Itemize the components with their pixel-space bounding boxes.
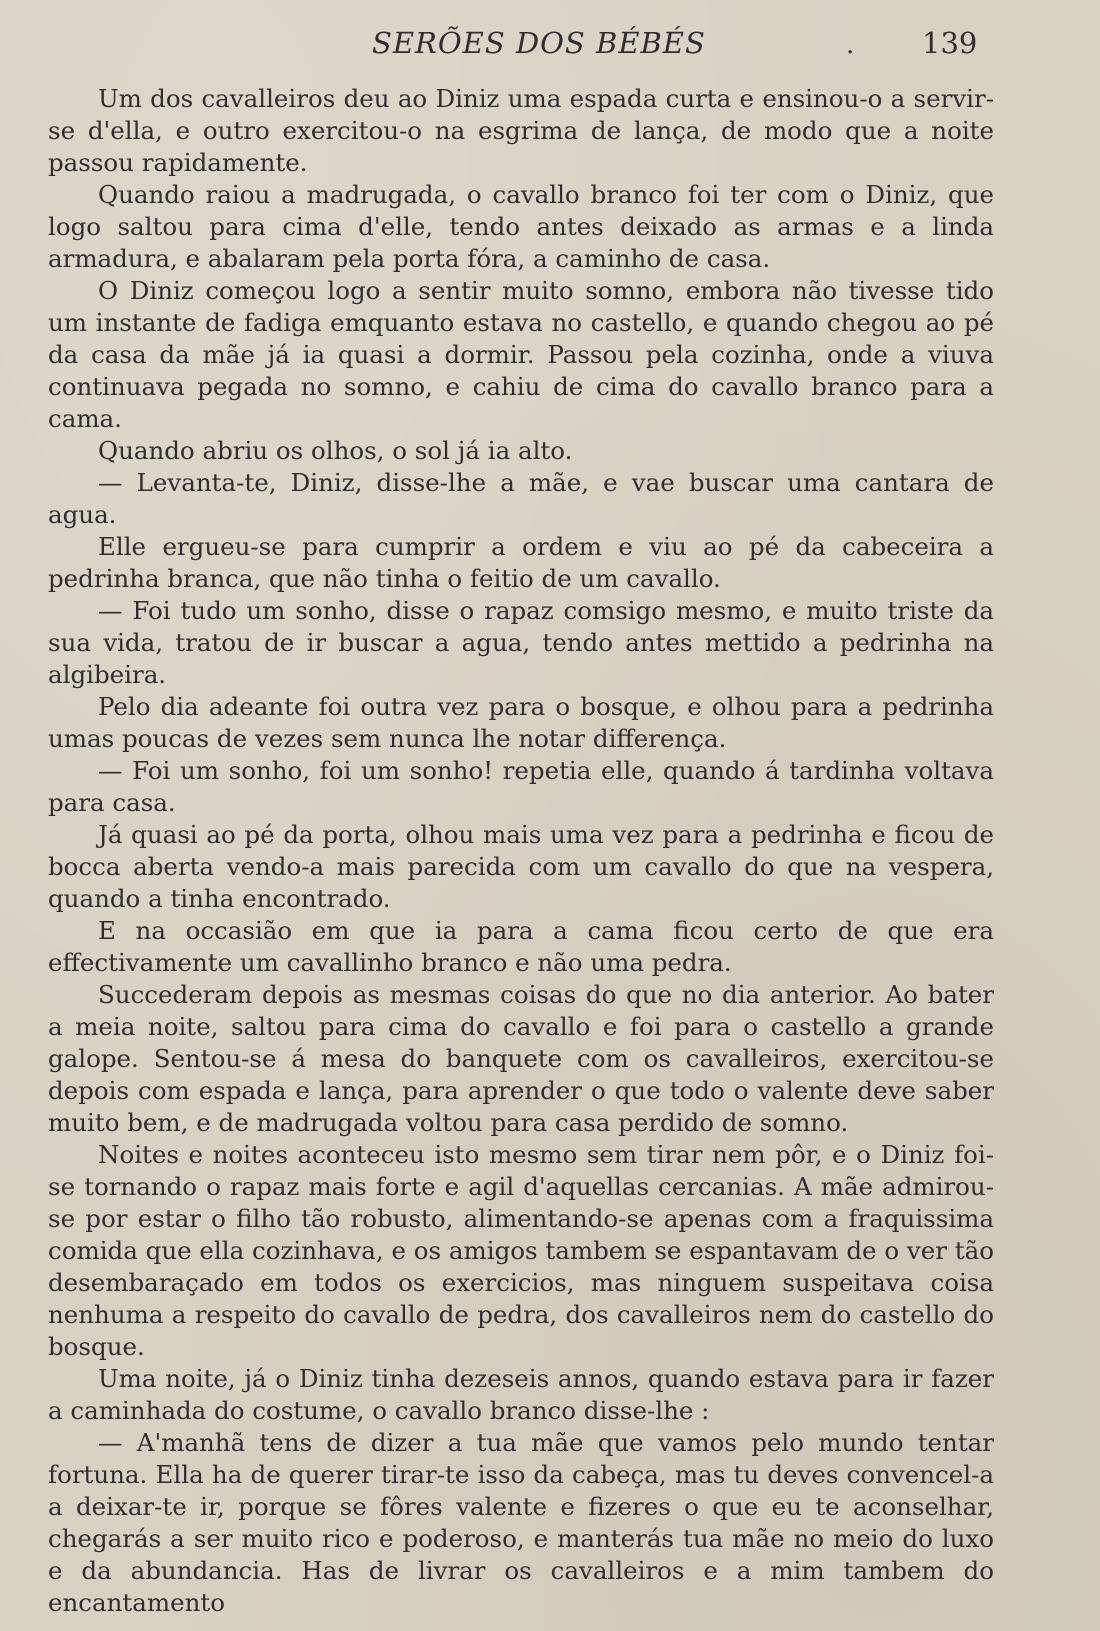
paragraph: Quando raiou a madrugada, o cavallo branco foi ter com o Diniz, que logo saltou para cima d'elle, tendo antes deixado as armas e a linda armadura, e abalaram pela porta fóra, a caminho de casa. xyxy=(48,180,994,273)
paragraph: Elle ergueu-se para cumprir a ordem e viu ao pé da cabeceira a pedrinha branca, que não tinha o feitio de um cavallo. xyxy=(48,532,994,593)
dialogue-paragraph: — A'manhã tens de dizer a tua mãe que vamos pelo mundo tentar fortuna. Ella ha de querer tirar-te isso da cabeça, mas tu deves convencel-a a deixar-te ir, porque se fôres valente e fizeres o que eu te aconselhar, chegarás a ser muito rico e poderoso, e manterás tua mãe no meio do luxo e da abundancia. Has de livrar os cavalleiros e a mim tambem do encantamento xyxy=(48,1428,994,1617)
paragraph: Uma noite, já o Diniz tinha dezeseis annos, quando estava para ir fazer a caminhada do costume, o cavallo branco disse-lhe : xyxy=(48,1364,994,1425)
paragraph: Pelo dia adeante foi outra vez para o bosque, e olhou para a pedrinha umas poucas de vezes sem nunca lhe notar differença. xyxy=(48,692,994,753)
paragraph: Quando abriu os olhos, o sol já ia alto. xyxy=(98,436,573,465)
paragraph: O Diniz começou logo a sentir muito somno, embora não tivesse tido um instante de fadiga emquanto estava no castello, e quando chegou ao pé da casa da mãe já ia quasi a dormir. Passou pela cozinha, onde a viuva continuava pegada no somno, e cahiu de cima do cavallo branco para a cama. xyxy=(48,276,994,433)
header-separator: . xyxy=(846,30,855,60)
dialogue-paragraph: — Foi um sonho, foi um sonho! repetia elle, quando á tardinha voltava para casa. xyxy=(48,756,994,817)
dialogue-paragraph: — Levanta-te, Diniz, disse-lhe a mãe, e vae buscar uma cantara de agua. xyxy=(48,468,994,529)
dialogue-paragraph: — Foi tudo um sonho, disse o rapaz comsigo mesmo, e muito triste da sua vida, tratou de ir buscar a agua, tendo antes mettido a pedrinha na algibeira. xyxy=(48,596,994,689)
paragraph: Noites e noites aconteceu isto mesmo sem tirar nem pôr, e o Diniz foi-se tornando o rapaz mais forte e agil d'aquellas cercanias. A mãe admirou-se por estar o filho tão robusto, alimentando-se apenas com a fraquissima comida que ella cozinhava, e os amigos tambem se espantavam de o ver tão desembaraçado em todos os exercicios, mas ninguem suspeitava coisa nenhuma a respeito do cavallo de pedra, dos cavalleiros nem do castello do bosque. xyxy=(48,1140,994,1361)
paragraph: Já quasi ao pé da porta, olhou mais uma vez para a pedrinha e ficou de bocca aberta vendo-a mais parecida com um cavallo do que na vespera, quando a tinha encontrado. xyxy=(48,820,994,913)
text-body xyxy=(48,83,994,1619)
paragraph: E na occasião em que ia para a cama ficou certo de que era effectivamente um cavallinho branco e não uma pedra. xyxy=(48,916,994,977)
running-header xyxy=(0,22,1100,66)
paragraph: Succederam depois as mesmas coisas do que no dia anterior. Ao bater a meia noite, saltou para cima do cavallo e foi para o castello a grande galope. Sentou-se á mesa do banquete com os cavalleiros, exercitou-se depois com espada e lança, para aprender o que todo o valente deve saber muito bem, e de madrugada voltou para casa perdido de somno. xyxy=(48,980,994,1137)
running-title: SERÕES DOS BÉBÉS xyxy=(372,26,706,60)
page-number: 139 xyxy=(922,26,978,60)
paragraph: Um dos cavalleiros deu ao Diniz uma espada curta e ensinou-o a servir-se d'ella, e outro exercitou-o na esgrima de lança, de modo que a noite passou rapidamente. xyxy=(48,84,994,177)
